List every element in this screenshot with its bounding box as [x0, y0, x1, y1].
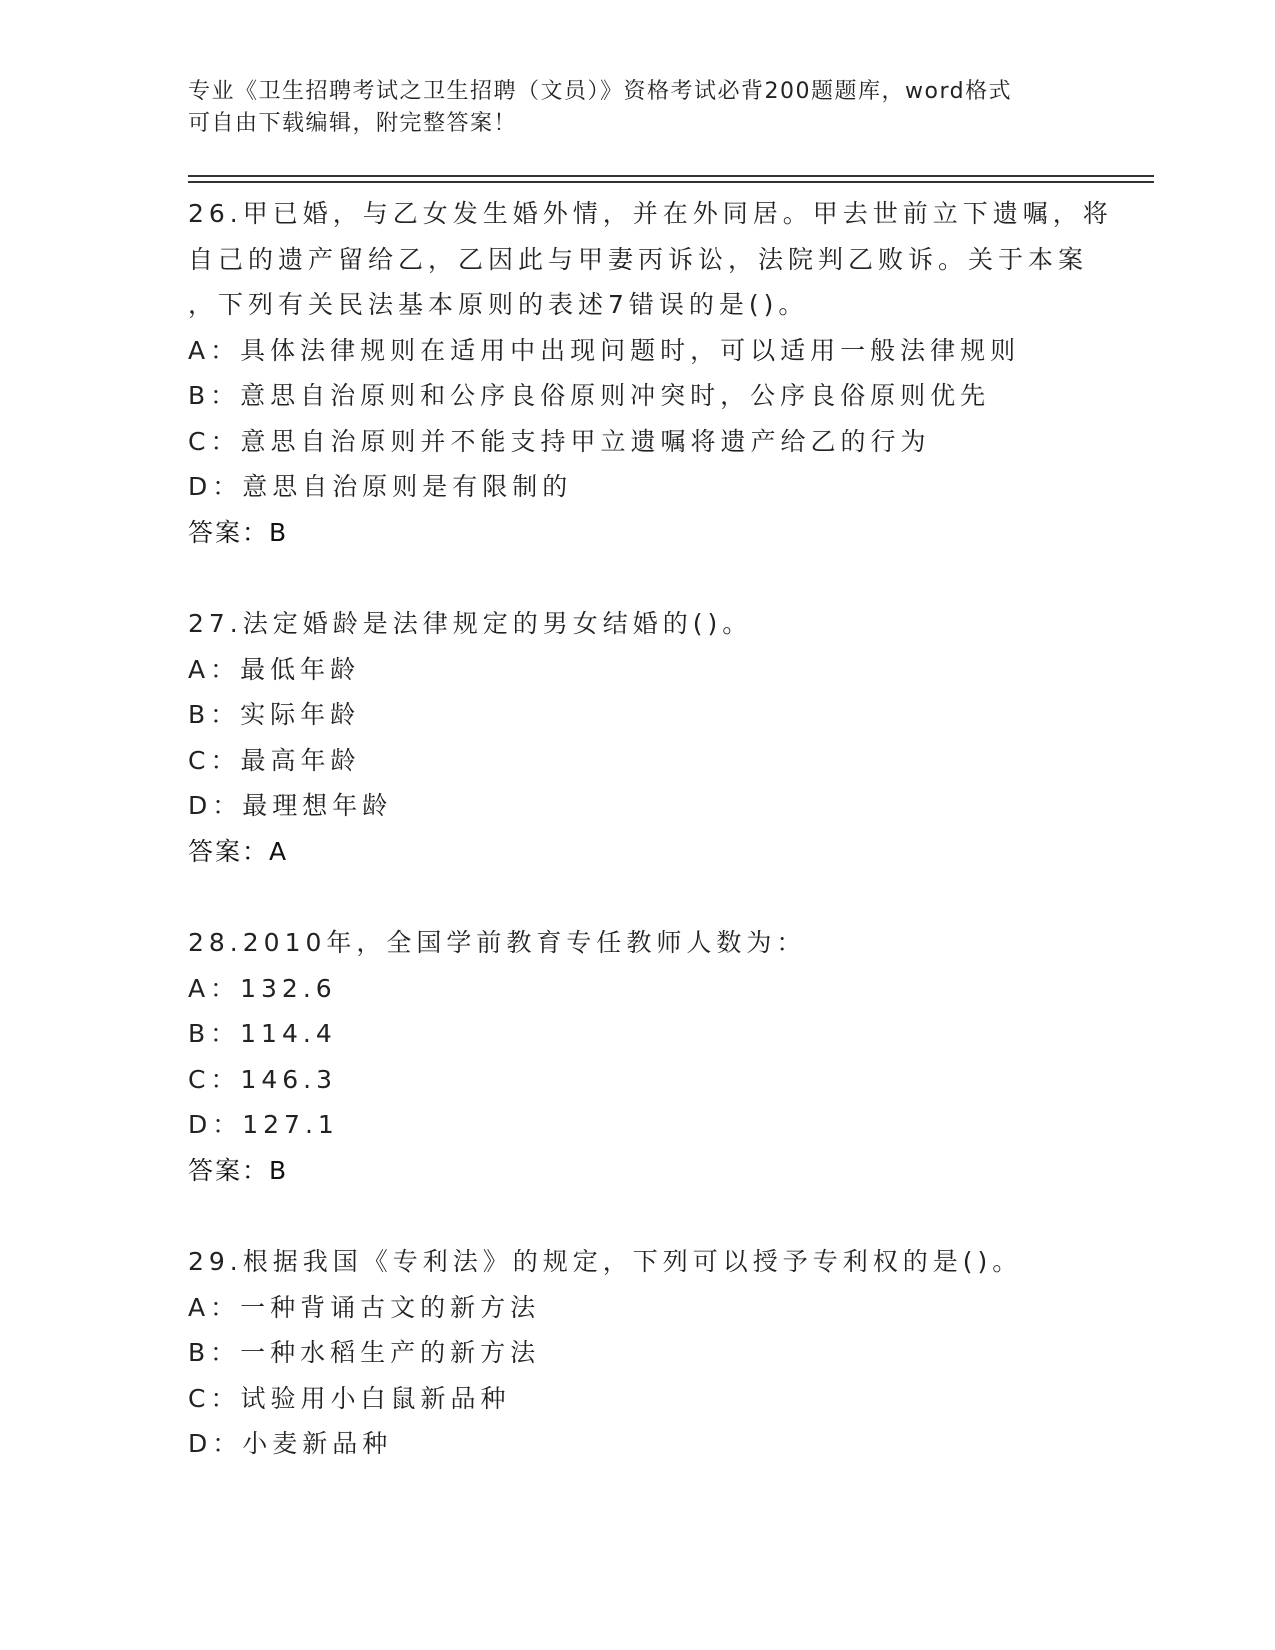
- question-26: [188, 191, 1188, 555]
- question-stem-line: 28.2010年，全国学前教育专任教师人数为：: [188, 928, 807, 957]
- option-c: C：意思自治原则并不能支持甲立遗嘱将遗产给乙的行为: [188, 426, 931, 456]
- question-29: [188, 1239, 1188, 1467]
- option-b: B：意思自治原则和公序良俗原则冲突时，公序良俗原则优先: [188, 381, 991, 410]
- header-line-2: 可自由下载编辑，附完整答案！: [188, 111, 518, 136]
- answer-line: 答案：B: [188, 1155, 289, 1185]
- option-d: D：意思自治原则是有限制的: [188, 472, 573, 501]
- question-stem-line: 29.根据我国《专利法》的规定，下列可以授予专利权的是()。: [188, 1247, 1023, 1276]
- option-a: A：具体法律规则在适用中出现问题时，可以适用一般法律规则: [188, 335, 1021, 365]
- answer-line: 答案：B: [188, 517, 289, 547]
- option-d: D：小麦新品种: [188, 1429, 393, 1458]
- option-c: C：试验用小白鼠新品种: [188, 1383, 511, 1413]
- option-b: B：实际年龄: [188, 700, 361, 729]
- option-c: C：最高年龄: [188, 745, 361, 775]
- document-header: [188, 76, 1088, 140]
- header-divider-top: [188, 175, 1154, 177]
- option-a: A：一种背诵古文的新方法: [188, 1292, 541, 1322]
- header-line-1: 专业《卫生招聘考试之卫生招聘（文员）》资格考试必背200题题库，word格式: [188, 79, 1013, 104]
- header-divider-bottom: [188, 181, 1154, 183]
- question-stem-line: 26.甲已婚，与乙女发生婚外情，并在外同居。甲去世前立下遗嘱，将: [188, 199, 1113, 228]
- question-27: [188, 601, 1188, 874]
- option-d: D：127.1: [188, 1110, 339, 1139]
- option-a: A：最低年龄: [188, 654, 361, 684]
- answer-line: 答案：A: [188, 836, 289, 866]
- option-a: A：132.6: [188, 973, 337, 1003]
- question-list: [188, 191, 1188, 1513]
- question-stem-line: ，下列有关民法基本原则的表述7错误的是()。: [188, 290, 809, 319]
- option-c: C：146.3: [188, 1064, 338, 1094]
- option-b: B：114.4: [188, 1019, 337, 1048]
- option-b: B：一种水稻生产的新方法: [188, 1338, 541, 1367]
- option-d: D：最理想年龄: [188, 791, 393, 820]
- question-28: [188, 920, 1188, 1193]
- question-stem-line: 自己的遗产留给乙，乙因此与甲妻丙诉讼，法院判乙败诉。关于本案: [188, 244, 1089, 274]
- question-stem-line: 27.法定婚龄是法律规定的男女结婚的()。: [188, 609, 753, 638]
